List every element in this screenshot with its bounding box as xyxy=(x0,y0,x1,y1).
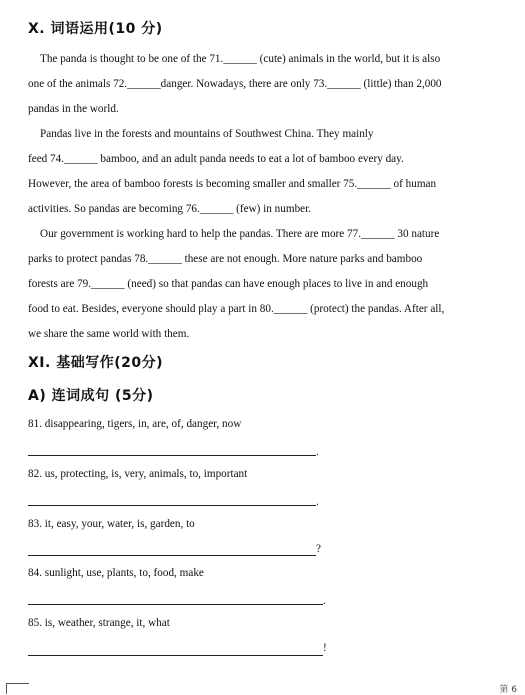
question-85-prompt: 85. is, weather, strange, it, what xyxy=(28,617,170,629)
answer-end-punctuation: ? xyxy=(316,543,321,555)
answer-line-85[interactable] xyxy=(28,644,323,656)
answer-line-84[interactable] xyxy=(28,593,323,605)
passage-paragraph-1 xyxy=(28,47,496,122)
answer-end-punctuation: . xyxy=(316,496,319,508)
passage-line: However, the area of bamboo forests is becoming smaller and smaller 75.______ of human xyxy=(28,178,437,190)
question-84-prompt: 84. sunlight, use, plants, to, food, make xyxy=(28,567,204,579)
answer-line-82[interactable] xyxy=(28,494,316,506)
passage-paragraph-3 xyxy=(28,222,496,347)
section-11-title: XI. 基础写作(20分) xyxy=(28,355,163,371)
answer-line-83[interactable] xyxy=(28,544,316,556)
page-number: 第 6 xyxy=(499,685,517,695)
passage-line: food to eat. Besides, everyone should play a part in 80.______ (protect) the pandas. After all, xyxy=(28,303,445,315)
passage-line: pandas in the world. xyxy=(28,103,119,115)
question-81-prompt: 81. disappearing, tigers, in, are, of, danger, now xyxy=(28,418,242,430)
answer-line-81[interactable] xyxy=(28,444,316,456)
answer-end-punctuation: ! xyxy=(323,642,327,654)
passage-line: forests are 79.______ (need) so that pandas can have enough places to live in and enough xyxy=(28,278,429,290)
passage-line: feed 74.______ bamboo, and an adult panda needs to eat a lot of bamboo every day. xyxy=(28,153,404,165)
page-corner-mark xyxy=(6,683,29,694)
passage-line: activities. So pandas are becoming 76.______ (few) in number. xyxy=(28,203,312,215)
passage-paragraph-2 xyxy=(28,122,496,222)
section-10-title: X. 词语运用(10 分) xyxy=(28,21,163,37)
passage-line: Our government is working hard to help the pandas. There are more 77.______ 30 nature xyxy=(40,228,440,240)
passage-line: one of the animals 72.______danger. Nowadays, there are only 73.______ (little) than 2,000 xyxy=(28,78,442,90)
answer-end-punctuation: . xyxy=(316,446,319,458)
question-82-prompt: 82. us, protecting, is, very, animals, to, important xyxy=(28,468,248,480)
passage-line: The panda is thought to be one of the 71.______ (cute) animals in the world, but it is also xyxy=(40,53,441,65)
passage-line: Pandas live in the forests and mountains of Southwest China. They mainly xyxy=(40,128,374,140)
question-83-prompt: 83. it, easy, your, water, is, garden, to xyxy=(28,518,195,530)
part-a-title: A) 连词成句 (5分) xyxy=(28,388,154,404)
passage-line: parks to protect pandas 78.______ these are not enough. More nature parks and bamboo xyxy=(28,253,423,265)
passage-line: we share the same world with them. xyxy=(28,328,190,340)
answer-end-punctuation: . xyxy=(323,595,326,607)
